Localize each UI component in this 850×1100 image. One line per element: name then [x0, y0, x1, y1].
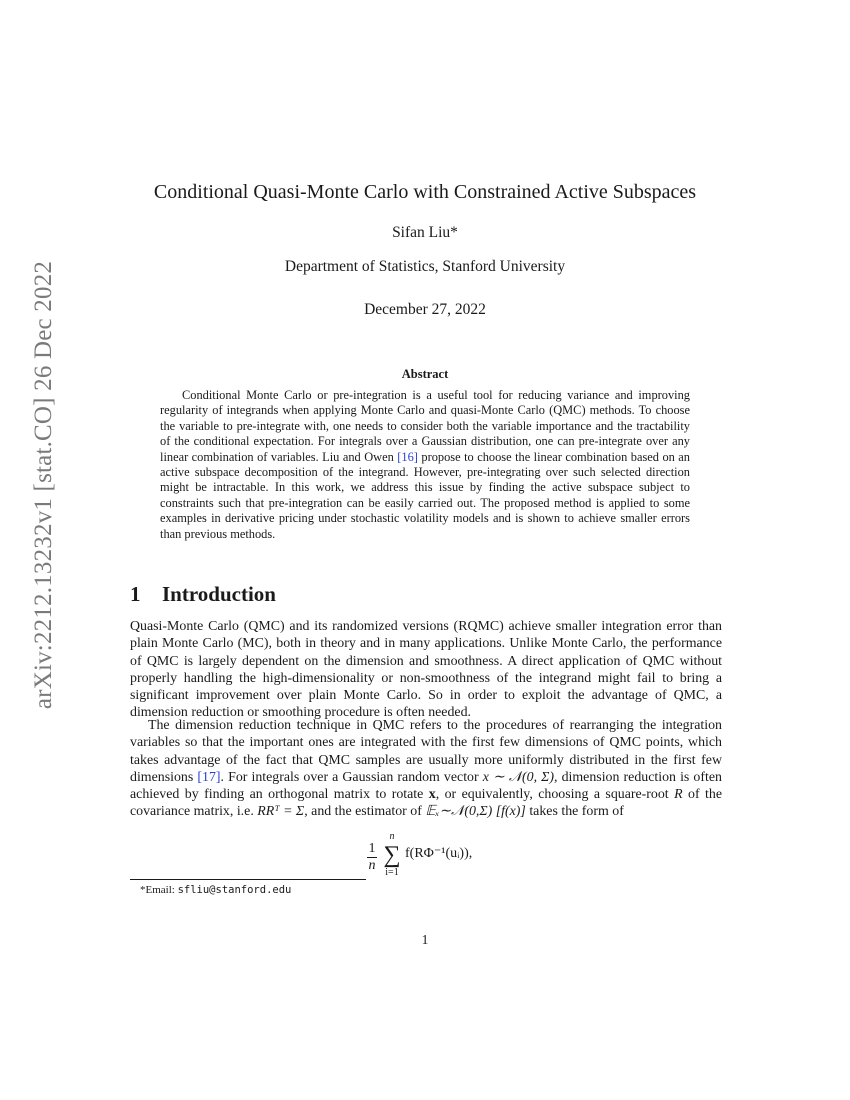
sum-lower-limit: i=1 [385, 867, 399, 878]
footnote-label: *Email: [140, 884, 178, 896]
section-heading [130, 582, 276, 607]
p2-text-6: , and the estimator of [304, 804, 426, 820]
fraction-numerator: 1 [368, 841, 376, 856]
fraction-denominator: n [368, 858, 376, 873]
math-x-distribution: x ∼ 𝒩(0, Σ) [482, 769, 555, 785]
paper-title: Conditional Quasi-Monte Carlo with Constrained Active Subspaces [153, 181, 697, 203]
abstract-text-2: propose to choose the linear combination based on an active subspace decomposition of the integrand. However, pre-integrating over such selected direction might be intractable. In this work, we address this issue by finding the active subspace subject to constraints such that pre-integration can be easily carried out. The proposed method is applied to some examples in derivative pricing under stochastic volatility models and is shown to achieve smaller errors than previous methods. [160, 449, 690, 541]
citation-link-17[interactable]: [17] [197, 769, 221, 785]
page-number: 1 [421, 932, 429, 947]
arxiv-sidebar [26, 260, 62, 710]
footnote-email[interactable]: sfliu@stanford.edu [177, 884, 292, 896]
section-title: Introduction [162, 582, 276, 606]
p2-text-3: , dimension reduction is often achieved by finding an orthogonal matrix to rotate [130, 769, 722, 803]
paper-affiliation: Department of Statistics, Stanford University [284, 258, 566, 275]
display-equation [367, 832, 567, 884]
math-expectation: 𝔼ₓ∼𝒩(0,Σ) [f(x)] [425, 804, 526, 820]
footnote-rule [130, 879, 366, 880]
sum-symbol: ∑ [383, 842, 401, 868]
abstract-heading: Abstract [401, 367, 449, 381]
equation-body: f(RΦ⁻¹(uᵢ)), [405, 846, 473, 861]
footnote [140, 884, 291, 896]
p2-text-7: takes the form of [525, 804, 624, 820]
intro-paragraph-1: Quasi-Monte Carlo (QMC) and its randomized versions (RQMC) achieve smaller integration error than plain Monte Carlo (MC), both in theory and in many applications. Unlike Monte Carlo, the performance of QMC is largely dependent on the dimension and smoothness. A direct application of QMC without properly handling the high-dimensionality or non-smoothness of the integrand might fail to bring a significant improvement over plain Monte Carlo. So in order to exploit the advantage of QMC, a dimension reduction or smoothing procedure is often needed. [130, 619, 722, 721]
arxiv-identifier: arXiv:2212.13232v1 [stat.CO] 26 Dec 2022 [30, 260, 57, 710]
abstract-text-1: Conditional Monte Carlo or pre-integration is a useful tool for reducing variance and improving regularity of integrands when applying Monte Carlo and quasi-Monte Carlo (QMC) methods. To choose the variable to pre-integrate with, one needs to consider both the variable importance and the tractability of the conditional expectation. For integrals over a Gaussian distribution, one can pre-integrate over any linear combination of variables. Liu and Owen [160, 388, 690, 464]
math-RRT: RRᵀ = Σ [257, 804, 305, 820]
intro-paragraph-2 [130, 717, 722, 821]
summation [381, 832, 403, 878]
paper-author: Sifan Liu* [392, 224, 458, 241]
p2-text-2: . For integrals over a Gaussian random vector [220, 769, 483, 785]
sum-upper-limit: n [389, 831, 395, 842]
citation-link-16[interactable]: [16] [397, 449, 418, 464]
math-x: x [428, 787, 436, 803]
math-R: R [674, 787, 683, 803]
p2-text-4: , or equivalently, choosing a square-root [435, 787, 675, 803]
paper-date: December 27, 2022 [364, 301, 486, 318]
p2-text-5: of the covariance matrix, i.e. [130, 787, 722, 820]
equation-fraction [367, 842, 377, 873]
abstract-body [160, 388, 690, 542]
p2-text-1: The dimension reduction technique in QMC refers to the procedures of rearranging the integration variables so that the important ones are integrated with the first few dimensions of QMC points, which takes advantage of the fact that QMC samples are usually more uniformly distributed in the first few dimensions [130, 718, 722, 785]
section-number: 1 [130, 582, 141, 606]
